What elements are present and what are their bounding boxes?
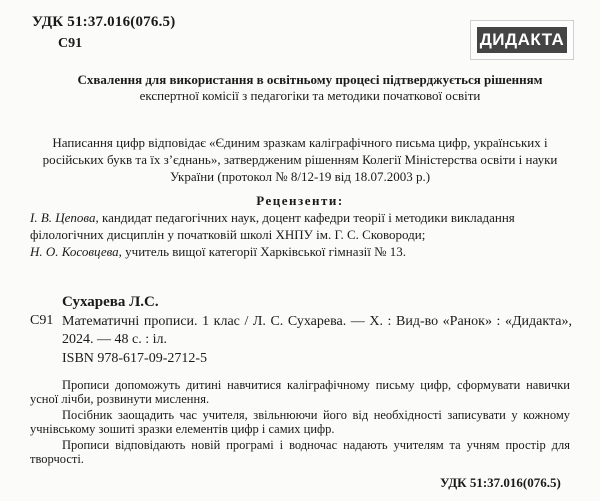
approval-line-1: Схвалення для використання в освітньому процесі підтверджується рішенням	[77, 72, 543, 87]
approval-line-2: експертної комісії з педагогіки та методики початкової освіти	[139, 88, 481, 103]
udk-code-bottom: УДК 51:37.016(076.5)	[440, 475, 561, 490]
approval-notice	[60, 72, 560, 104]
reviewer-1-name: І. В. Цепова,	[30, 210, 99, 225]
reviewer-1	[30, 209, 570, 243]
bibliographic-description: Математичні прописи. 1 клас / Л. С. Сухарева. — Х. : Вид-во «Ранок» : «Дидакта», 2024. — 48 с. : іл.	[62, 314, 572, 347]
writing-standard-note: Написання цифр відповідає «Єдиним зразкам каліграфічного письма цифр, українських і російських букв та їх з’єднань», затвердженим рішенням Колегії Міністерства освіти і науки України (протокол № 8/12-19 від 18.07.2003 р.)	[42, 135, 558, 184]
annotation-paragraph-3: Прописи відповідають новій програмі і водночас надають учителям та учням простір для творчості.	[30, 438, 570, 466]
annotation-paragraph-1: Прописи допоможуть дитині навчитися каліграфічному письму цифр, сформувати навички усної лічби, розвинути мислення.	[30, 378, 570, 406]
reviewers-title: Рецензенти:	[256, 193, 344, 208]
udk-code-top: УДК 51:37.016(076.5)	[32, 14, 176, 30]
reviewer-1-description: кандидат педагогічних наук, доцент кафедри теорії і методики викладання філологічних дисциплін у початковій школі ХНПУ ім. Г. С. Сковороди;	[30, 210, 515, 242]
reviewer-2-description: учитель вищої категорії Харківської гімназії № 13.	[121, 244, 406, 259]
isbn: ISBN 978-617-09-2712-5	[62, 351, 208, 366]
annotation-paragraph-2: Посібник заощадить час учителя, звільнюючи його від необхідності записувати у кожному учнівському зошиті зразки елементів цифр і самих цифр.	[30, 408, 570, 436]
author-heading: Сухарева Л.С.	[62, 294, 159, 310]
reviewer-2	[30, 243, 570, 260]
catalog-code: С91	[30, 313, 54, 328]
reviewer-2-name: Н. О. Косовцева,	[30, 244, 122, 259]
catalog-code-top: С91	[58, 36, 83, 51]
didakta-logo-text: ДИДАКТА	[477, 27, 567, 53]
didakta-logo	[470, 20, 574, 60]
